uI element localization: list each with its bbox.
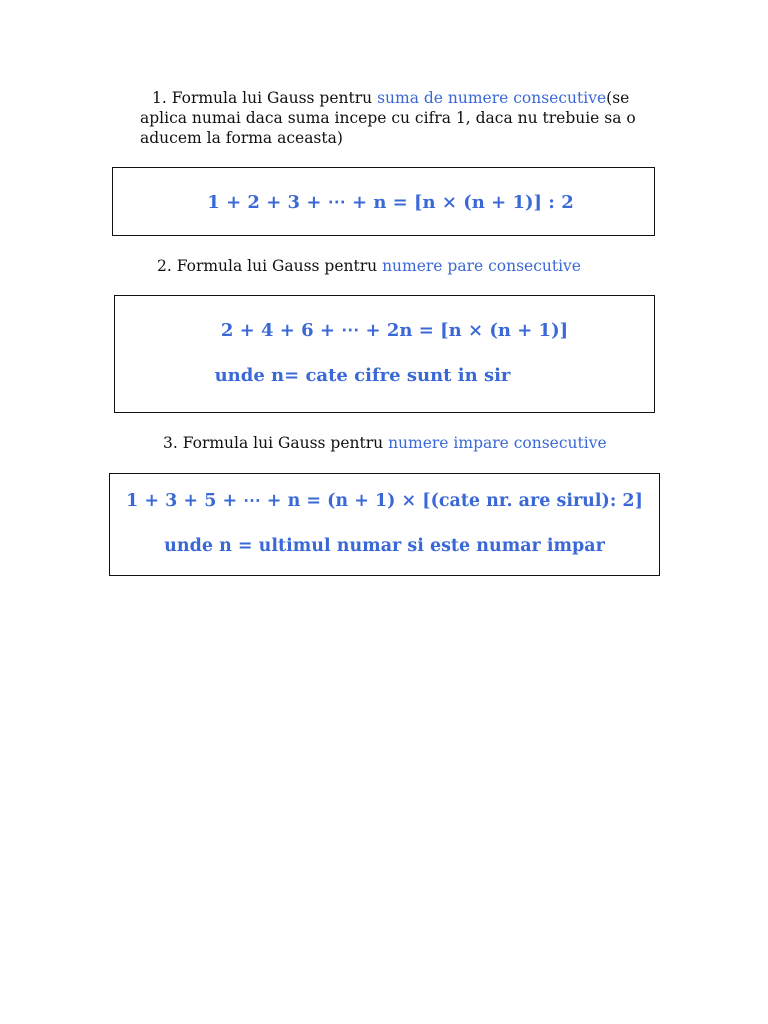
section-1-formula: 1 + 2 + 3 + ⋯ + n = [n × (n + 1)] : 2 [207,192,574,213]
section-2-heading [157,256,657,276]
section-3-heading-accent: numere impare consecutive [388,434,607,452]
section-3-heading [163,433,663,453]
section-3-formula: 1 + 3 + 5 + ⋯ + n = (n + 1) × [(cate nr. are sirul): 2] [126,491,643,511]
section-3-formula-box [109,473,660,576]
section-1-heading-accent: suma de numere consecutive [377,89,607,107]
section-2-heading-prefix: 2. Formula lui Gauss pentru [157,257,383,275]
section-2-note: unde n= cate cifre sunt in sir [214,365,511,386]
section-1-heading-prefix: 1. Formula lui Gauss pentru [152,89,378,107]
section-3-heading-prefix: 3. Formula lui Gauss pentru [163,434,389,452]
section-1-heading-suffix: (se [606,89,630,107]
section-3-note: unde n = ultimul numar si este numar impar [164,536,605,556]
section-1-heading [140,88,660,148]
section-1-heading-line2: aplica numai daca suma incepe cu cifra 1, daca nu trebuie sa o [140,109,636,127]
section-1-formula-box [112,167,655,236]
section-1-heading-line3: aducem la forma aceasta) [140,129,343,147]
section-2-heading-accent: numere pare consecutive [382,257,581,275]
section-2-formula-box [114,295,655,413]
section-2-formula: 2 + 4 + 6 + ⋯ + 2n = [n × (n + 1)] [220,320,569,341]
